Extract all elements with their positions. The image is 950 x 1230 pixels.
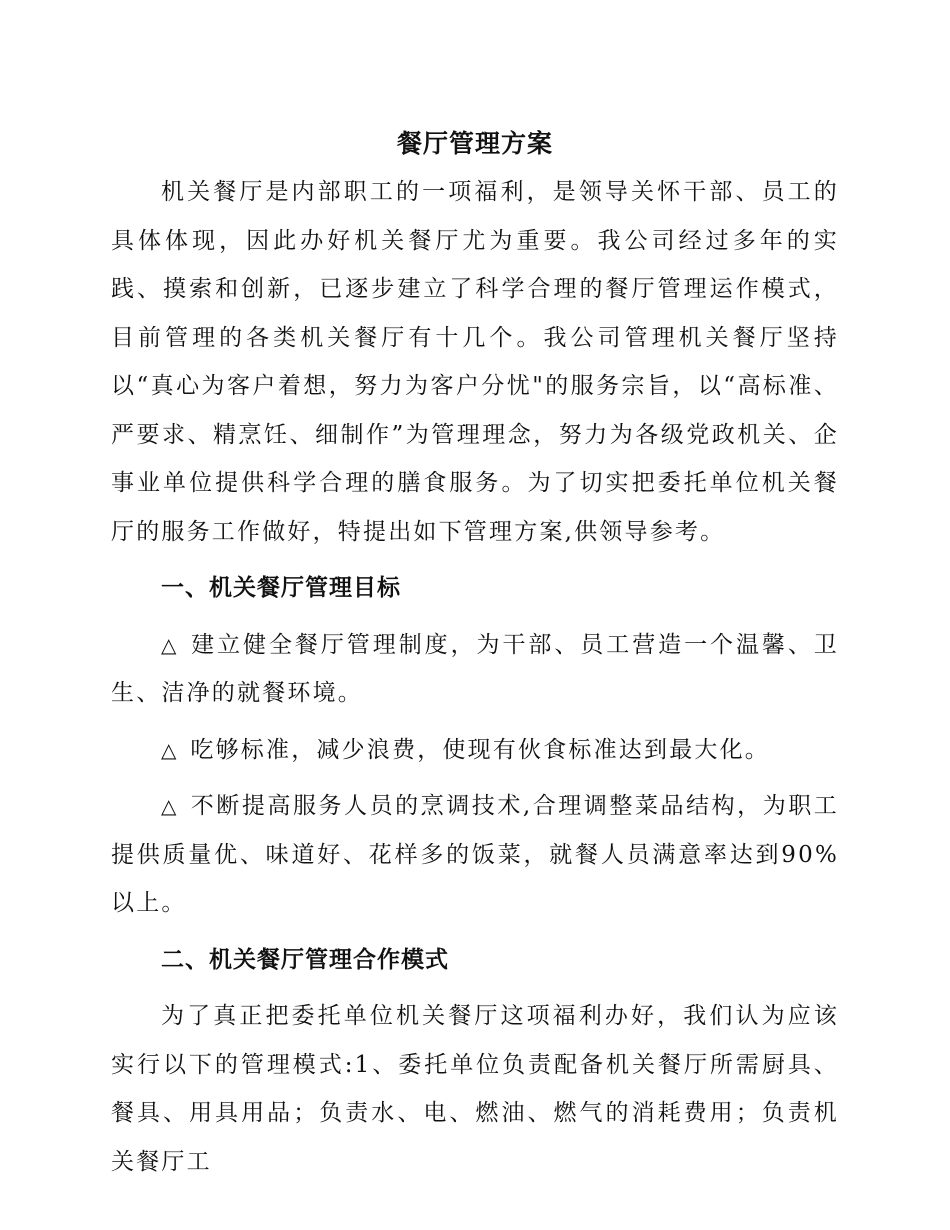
spacer (111, 928, 839, 936)
goal-item-2-text: 吃够标准，减少浪费，使现有伙食标准达到最大化。 (190, 736, 770, 763)
section-2-paragraph: 为了真正把委托单位机关餐厅这项福利办好，我们认为应该实行以下的管理模式:1、委托单位负责配备机关餐厅所需厨具、餐具、用具用品；负责水、电、燃油、燃气的消耗费用；负责机关餐厅工 (111, 1003, 839, 1175)
intro-paragraph: 机关餐厅是内部职工的一项福利，是领导关怀干部、员工的具体体现，因此办好机关餐厅尤为重要。我公司经过多年的实践、摸索和创新，已逐步建立了科学合理的餐厅管理运作模式，目前管理的各类机关餐厅有十几个。我公司管理机关餐厅坚持以“真心为客户着想，努力为客户分忧"的服务宗旨，以“高标准、严要求、精烹饪、细制作”为管理理念，努力为各级党政机关、企事业单位提供科学合理的膳食服务。为了切实把委托单位机关餐厅的服务工作做好，特提出如下管理方案,供领导参考。 (111, 179, 839, 545)
goal-item-3-text: 不断提高服务人员的烹调技术,合理调整菜品结构，为职工提供质量优、味道好、花样多的饭菜，就餐人员满意率达到90%以上。 (111, 793, 839, 916)
goal-item-2 (111, 726, 839, 775)
spacer (111, 984, 839, 992)
goal-item-3 (111, 782, 839, 928)
spacer (111, 556, 839, 564)
triangle-bullet-icon: △ (161, 794, 177, 818)
goal-item-1-text: 建立健全餐厅管理制度，为干部、员工营造一个温馨、卫生、洁净的就餐环境。 (111, 631, 839, 706)
document-body (111, 120, 839, 1186)
triangle-bullet-icon: △ (161, 737, 177, 762)
goal-item-1 (111, 621, 839, 718)
spacer (111, 718, 839, 726)
spacer (111, 774, 839, 782)
section-2-heading: 二、机关餐厅管理合作模式 (161, 945, 449, 973)
document-title: 餐厅管理方案 (396, 129, 553, 158)
section-1-heading: 一、机关餐厅管理目标 (161, 574, 401, 601)
triangle-bullet-icon: △ (161, 632, 177, 657)
spacer (111, 613, 839, 621)
